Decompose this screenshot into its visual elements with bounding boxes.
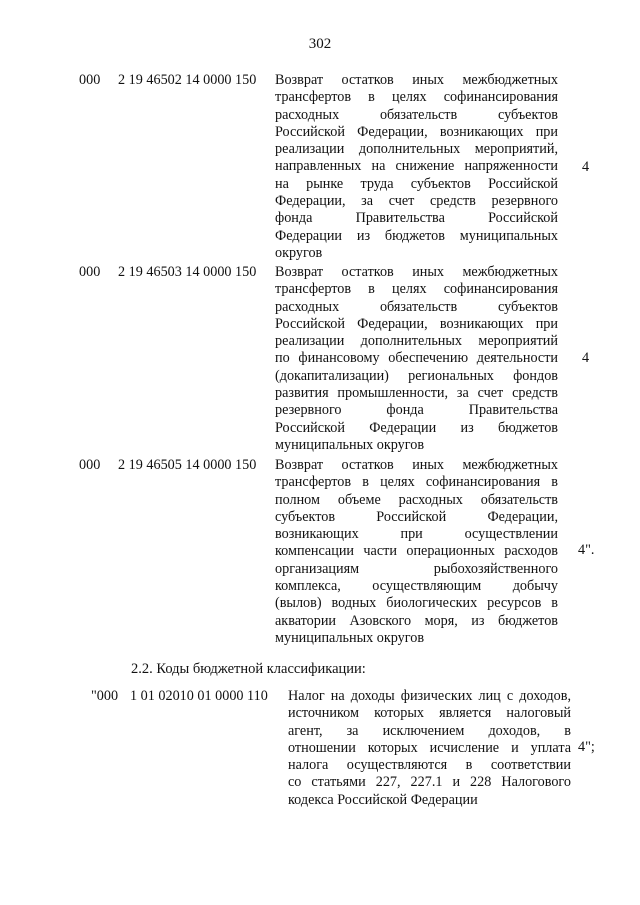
description-line: на рынке труда субъектов Российской	[275, 175, 558, 192]
description-line: возникающих при осуществлении	[275, 526, 558, 543]
description-line: по финансовому обеспечению деятельности	[275, 350, 558, 367]
description-line: (вылов) водных биологических ресурсов в	[275, 595, 558, 612]
admin-code: "000	[91, 688, 119, 704]
admin-code: 000	[79, 457, 101, 473]
description-line: резервного фонда Правительства	[275, 402, 558, 419]
description-line: организациям рыбохозяйственного	[275, 560, 558, 577]
description-line: Федерации, за счет средств резервного	[275, 193, 558, 210]
description-line: муниципальных округов	[275, 629, 425, 646]
budget-code: 2 19 46505 14 0000 150	[118, 457, 257, 473]
description-line: Российской Федерации, возникающих при	[275, 123, 558, 140]
description-line: направленных на снижение напряженности	[275, 158, 558, 175]
description-line: акватории Азовского моря, из бюджетов	[275, 612, 558, 629]
budget-code: 2 19 46503 14 0000 150	[118, 264, 257, 280]
description-line: реализации дополнительных мероприятий,	[275, 141, 558, 158]
description-line: округов	[275, 244, 323, 261]
description-line: отношении которых исчисление и уплата	[288, 739, 571, 756]
description-line: Российской Федерации из бюджетов	[275, 419, 558, 436]
row-description	[288, 688, 571, 809]
row-description	[275, 457, 558, 647]
row-value: 4	[582, 159, 590, 175]
description-line: Российской Федерации, возникающих при	[275, 315, 558, 332]
description-line: Возврат остатков иных межбюджетных	[275, 457, 558, 473]
description-line: кодекса Российской Федерации	[288, 791, 478, 808]
description-line: полном объеме расходных обязательств	[275, 491, 558, 508]
row-value: 4";	[578, 739, 595, 755]
description-line: Возврат остатков иных межбюджетных	[275, 264, 558, 280]
description-line: Налог на доходы физических лиц с доходов,	[288, 688, 571, 704]
description-line: Федерации из бюджетов муниципальных	[275, 227, 558, 244]
row-value: 4".	[578, 542, 595, 558]
description-line: субъектов Российской Федерации,	[275, 508, 558, 525]
description-line: муниципальных округов	[275, 436, 425, 453]
admin-code: 000	[79, 264, 101, 280]
description-line: агент, за исключением доходов, в	[288, 722, 571, 739]
description-line: расходных обязательств субъектов	[275, 298, 558, 315]
description-line: реализации дополнительных мероприятий	[275, 333, 558, 350]
row-description	[275, 264, 558, 454]
description-line: комплекса, осуществляющим добычу	[275, 578, 558, 595]
description-line: источником которых является налоговый	[288, 705, 571, 722]
description-line: компенсации части операционных расходов	[275, 543, 558, 560]
description-line: Возврат остатков иных межбюджетных	[275, 72, 558, 88]
page-number: 302	[308, 36, 332, 52]
section-heading: 2.2. Коды бюджетной классификации:	[131, 661, 366, 677]
budget-code: 2 19 46502 14 0000 150	[118, 72, 257, 88]
description-line: трансфертов в целях софинансирования	[275, 89, 558, 106]
description-line: со статьями 227, 227.1 и 228 Налогового	[288, 774, 571, 791]
admin-code: 000	[79, 72, 101, 88]
description-line: развития промышленности, за счет средств	[275, 385, 558, 402]
description-line: фонда Правительства Российской	[275, 210, 558, 227]
description-line: трансфертов в целях софинансирования в	[275, 474, 558, 491]
description-line: налога осуществляются в соответствии	[288, 757, 571, 774]
description-line: расходных обязательств субъектов	[275, 106, 558, 123]
row-description	[275, 72, 558, 262]
budget-code: 1 01 02010 01 0000 110	[130, 688, 268, 704]
description-line: (докапитализации) региональных фондов	[275, 367, 558, 384]
row-value: 4	[582, 350, 590, 366]
description-line: трансфертов в целях софинансирования	[275, 281, 558, 298]
